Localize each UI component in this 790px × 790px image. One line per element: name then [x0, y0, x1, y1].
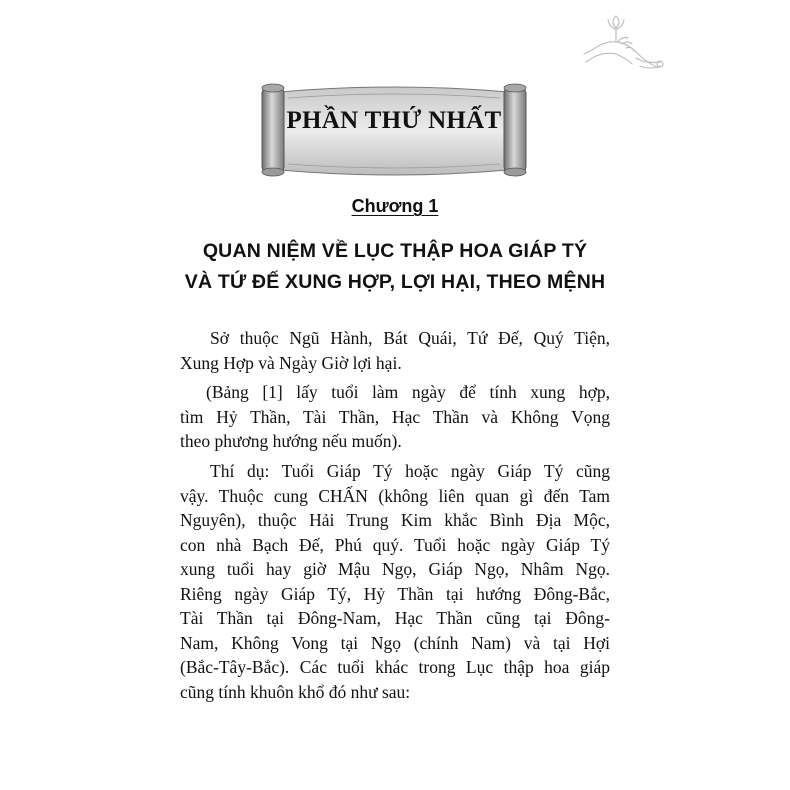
text-line: (Bảng [1] lấy tuổi làm ngày để tính xung hợp, [206, 382, 610, 402]
text-line: cũng tính khuôn khổ đó như sau: [180, 681, 411, 702]
hand-lotus-ornament-icon [578, 10, 670, 90]
text-line: Tài Thần tại Đông-Nam, Hạc Thần cũng tại Đông- [180, 608, 610, 628]
paragraph-1 [180, 326, 610, 375]
text-line: vậy. Thuộc cung CHẤN (không liên quan gì đến Tam [180, 485, 610, 506]
text-line: theo phương hướng nếu muốn). [180, 431, 402, 451]
chapter-heading-line-1: QUAN NIỆM VỀ LỤC THẬP HOA GIÁP TÝ [202, 240, 588, 262]
text-line: Nam, Không Vong tại Ngọ (chính Nam) và tại Hợi [180, 632, 610, 653]
text-line: Sở thuộc Ngũ Hành, Bát Quái, Tứ Đế, Quý Tiện, [210, 328, 610, 348]
text-line: con nhà Bạch Đế, Phú quý. Tuổi hoặc ngày Giáp Tý [180, 534, 610, 555]
chapter-label: Chương 1 [351, 196, 439, 216]
text-line: Nguyên), thuộc Hải Trung Kim khắc Bình Địa Mộc, [180, 510, 610, 530]
chapter-heading-line-2: VÀ TỨ ĐẾ XUNG HỢP, LỢI HẠI, THEO MỆNH [184, 271, 606, 293]
text-line: (Bắc-Tây-Bắc). Các tuổi khác trong Lục thập hoa giáp [180, 657, 610, 677]
text-line: Xung Hợp và Ngày Giờ lợi hại. [180, 352, 402, 373]
text-line: xung tuổi hay giờ Mậu Ngọ, Giáp Ngọ, Nhâm Ngọ. [180, 559, 610, 579]
text-line: Thí dụ: Tuổi Giáp Tý hoặc ngày Giáp Tý cũng [210, 461, 610, 481]
part-title: PHẦN THỨ NHẤT [286, 107, 502, 134]
text-line: tìm Hỷ Thần, Tài Thần, Hạc Thần và Không Vọng [180, 406, 610, 427]
paragraph-3 [180, 459, 610, 704]
text-line: Riêng ngày Giáp Tý, Hỷ Thần tại hướng Đông-Bắc, [180, 583, 610, 604]
paragraph-2 [180, 380, 610, 454]
